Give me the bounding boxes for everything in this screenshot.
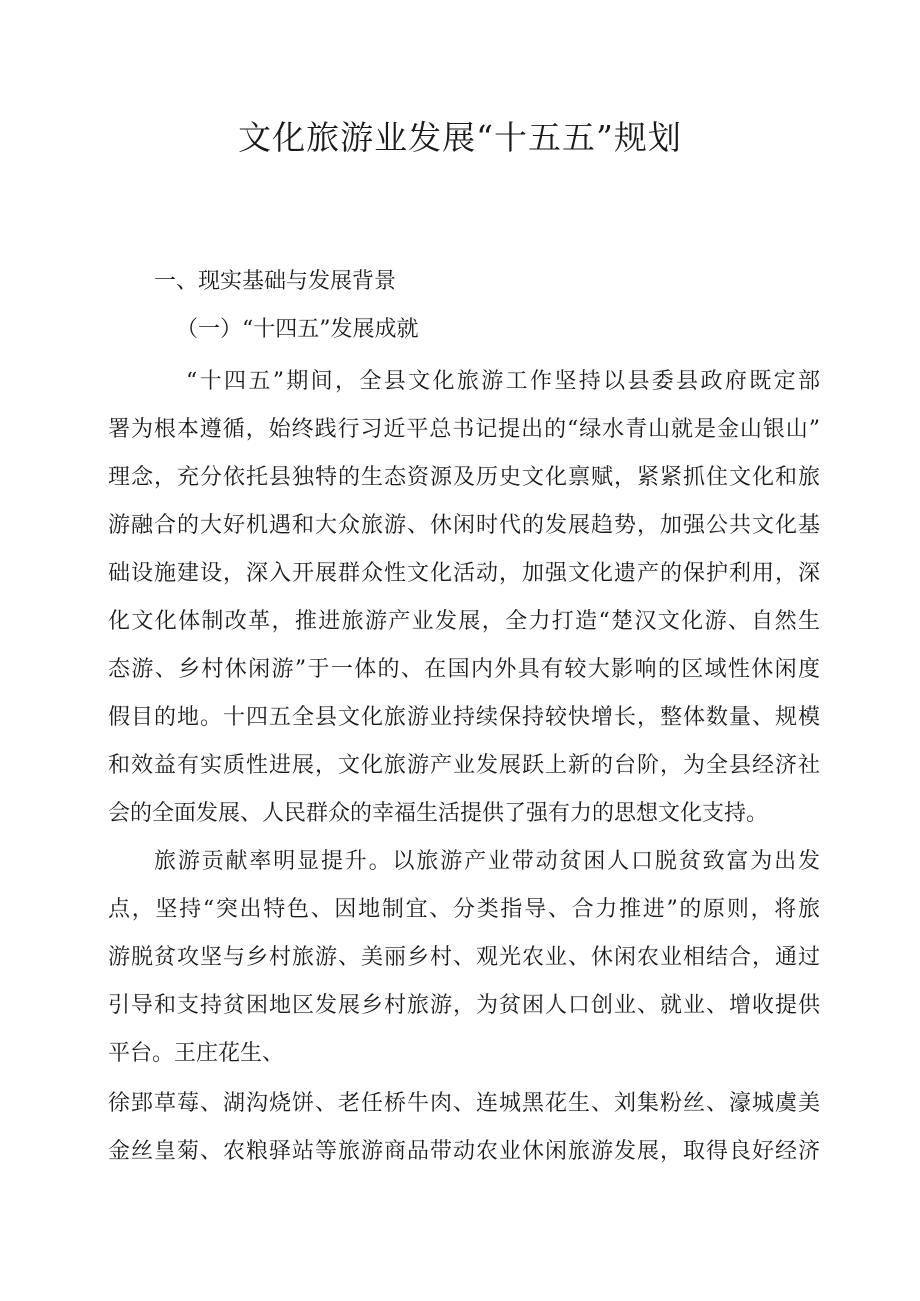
paragraph-line: 引导和支持贫困地区发展乡村旅游，为贫困人口创业、就业、增收提供 [108, 993, 820, 1018]
section-heading: 一、现实基础与发展背景 [154, 269, 397, 294]
paragraph-line: 平台。王庄花生、 [108, 1041, 285, 1066]
paragraph-line: 署为根本遵循，始终践行习近平总书记提出的“绿水青山就是金山银山” [108, 417, 820, 442]
paragraph-line: 旅游贡献率明显提升。以旅游产业带动贫困人口脱贫致富为出发 [154, 849, 820, 874]
paragraph-line: 础设施建设，深入开展群众性文化活动，加强文化遗产的保护利用，深 [108, 561, 820, 586]
paragraph-line: 游脱贫攻坚与乡村旅游、美丽乡村、观光农业、休闲农业相结合，通过 [108, 945, 820, 970]
paragraph-line: 化文化体制改革，推进旅游产业发展，全力打造“楚汉文化游、自然生 [108, 609, 820, 634]
paragraph-line: 会的全面发展、人民群众的幸福生活提供了强有力的思想文化支持。 [108, 801, 769, 826]
paragraph-line: 点，坚持“突出特色、因地制宜、分类指导、合力推进”的原则，将旅 [108, 897, 820, 922]
paragraph-line: 态游、乡村休闲游”于一体的、在国内外具有较大影响的区域性休闲度 [108, 657, 820, 682]
paragraph-line: 和效益有实质性进展，文化旅游产业发展跃上新的台阶，为全县经济社 [108, 753, 820, 778]
paragraph-line: “十四五”期间，全县文化旅游工作坚持以县委县政府既定部 [186, 369, 820, 394]
paragraph-line: 徐郢草莓、湖沟烧饼、老任桥牛肉、连城黑花生、刘集粉丝、濠城虞美 [108, 1091, 820, 1116]
paragraph-line: 理念，充分依托县独特的生态资源及历史文化禀赋，紧紧抓住文化和旅 [108, 465, 820, 490]
document-title: 文化旅游业发展“十五五”规划 [238, 118, 682, 157]
paragraph-line: 游融合的大好机遇和大众旅游、休闲时代的发展趋势，加强公共文化基 [108, 513, 820, 538]
paragraph-line: 假目的地。十四五全县文化旅游业持续保持较快增长，整体数量、规模 [108, 705, 820, 730]
paragraph-line: 金丝皇菊、农粮驿站等旅游商品带动农业休闲旅游发展，取得良好经济 [108, 1139, 820, 1164]
subsection-heading: （一）“十四五”发展成就 [176, 317, 419, 342]
